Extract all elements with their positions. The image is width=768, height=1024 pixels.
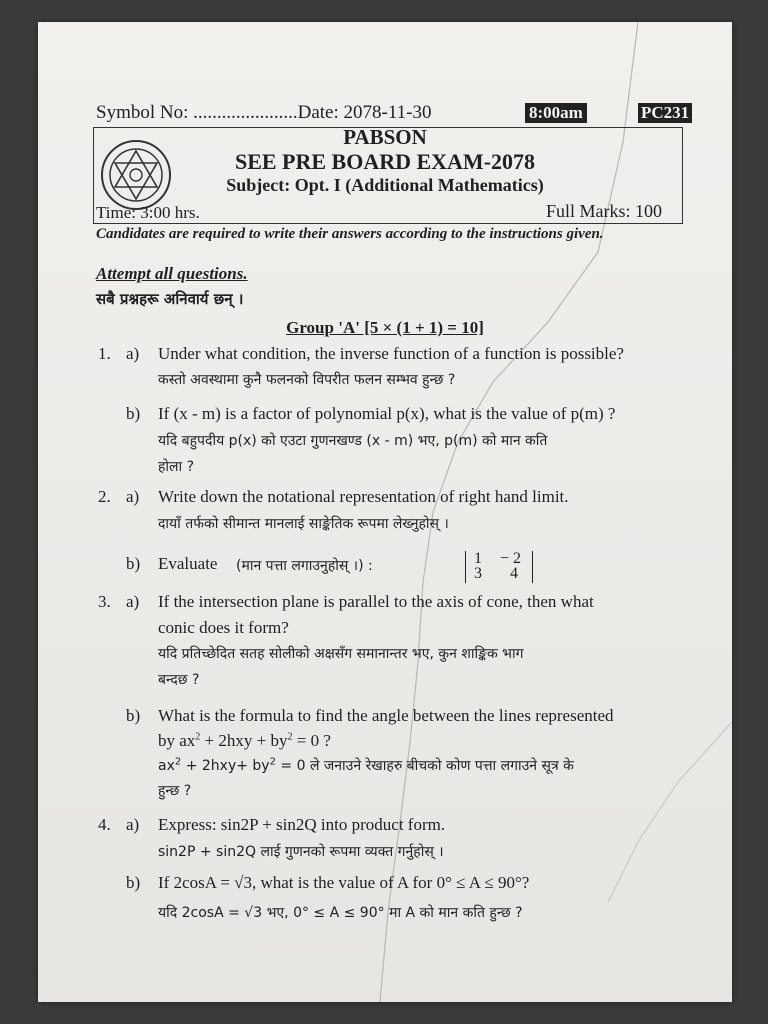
q3a-nepali-line1: यदि प्रतिच्छेदित सतह सोलीको अक्षसँग समानान्तर भए, कुन शाङ्किक भाग	[158, 646, 524, 662]
exam-paper	[38, 22, 732, 1002]
q3b-english-line1: What is the formula to find the angle between the lines represented	[158, 706, 614, 725]
q3b-english-line2	[158, 731, 331, 751]
sub-question-label: a)	[126, 592, 140, 611]
candidates-instruction: Candidates are required to write their answers according to the instructions given.	[96, 226, 604, 242]
q1a-english: Under what condition, the inverse function of a function is possible?	[158, 344, 624, 363]
sub-question-label: b)	[126, 706, 141, 725]
exam-time-badge: 8:00am	[525, 103, 587, 123]
sub-question-label: a)	[126, 487, 140, 506]
sub-question-label: b)	[126, 873, 141, 892]
group-a-heading: Group 'A' [5 × (1 + 1) = 10]	[286, 318, 484, 337]
q3a-english-line2: conic does it form?	[158, 618, 289, 637]
q2b-english: Evaluate	[158, 554, 218, 573]
sub-question-label: b)	[126, 554, 141, 573]
q3a-nepali-line2: बन्दछ ?	[158, 672, 200, 688]
q3b-text-part: = 0 ले जनाउने रेखाहरु बीचको कोण पत्ता लगाउने सूत्र के	[275, 758, 574, 774]
q2b-nepali: (मान पत्ता लगाउनुहोस् ।) :	[236, 558, 373, 574]
question-number: 3.	[98, 592, 111, 611]
q4b-english: If 2cosA = √3, what is the value of A for 0° ≤ A ≤ 90°?	[158, 873, 530, 892]
q3b-text-part: by ax	[158, 731, 196, 750]
superscript: 2	[174, 756, 182, 768]
school-name: PABSON	[343, 125, 427, 149]
det-cell: − 2	[500, 550, 522, 567]
superscript: 2	[287, 731, 293, 743]
det-cell: 4	[510, 565, 518, 582]
time-allowed: Time: 3:00 hrs.	[96, 203, 200, 222]
q3b-text-part: + 2hxy+ by	[181, 758, 270, 774]
superscript: 2	[195, 731, 201, 743]
attempt-all-questions: Attempt all questions.	[96, 264, 248, 283]
determinant-matrix	[465, 551, 533, 583]
question-number: 2.	[98, 487, 111, 506]
det-cell: 1	[474, 550, 482, 567]
full-marks: Full Marks: 100	[545, 201, 662, 221]
symbol-date-line: Symbol No: ......................Date: 2078-11-30	[96, 102, 432, 123]
q2a-english: Write down the notational representation of right hand limit.	[158, 487, 569, 506]
q4b-nepali: यदि 2cosA = √3 भए, 0° ≤ A ≤ 90° मा A को मान कति हुन्छ ?	[158, 905, 523, 921]
det-cell: 3	[474, 565, 482, 582]
q3b-nepali-line1	[158, 756, 574, 775]
q1b-english: If (x - m) is a factor of polynomial p(x), what is the value of p(m) ?	[158, 404, 616, 423]
subject-line: Subject: Opt. I (Additional Mathematics)	[226, 175, 544, 195]
q4a-english: Express: sin2P + sin2Q into product form.	[158, 815, 446, 834]
sub-question-label: a)	[126, 344, 140, 363]
q4a-nepali: sin2P + sin2Q लाई गुणनको रूपमा व्यक्त गर्नुहोस् ।	[158, 844, 444, 860]
sub-question-label: b)	[126, 404, 141, 423]
sub-question-label: a)	[126, 815, 140, 834]
q3b-text-part: = 0 ?	[292, 731, 331, 750]
question-number: 4.	[98, 815, 111, 834]
exam-title: SEE PRE BOARD EXAM-2078	[234, 149, 536, 174]
q3a-english-line1: If the intersection plane is parallel to the axis of cone, then what	[158, 592, 594, 611]
paper-code-badge: PC231	[638, 103, 692, 123]
superscript: 2	[269, 756, 276, 768]
q2a-nepali: दायाँ तर्फको सीमान्त मानलाई साङ्केतिक रूपमा लेख्नुहोस् ।	[158, 516, 449, 532]
q3b-nepali-line2: हुन्छ ?	[158, 783, 192, 799]
attempt-all-questions-nepali: सबै प्रश्नहरू अनिवार्य छन् ।	[96, 290, 244, 308]
q1b-nepali-line1: यदि बहुपदीय p(x) को एउटा गुणनखण्ड (x - m) भए, p(m) को मान कति	[158, 433, 548, 449]
q3b-text-part: ax	[158, 758, 175, 774]
q3b-text-part: + 2hxy + by	[200, 731, 288, 750]
q1a-nepali: कस्तो अवस्थामा कुनै फलनको विपरीत फलन सम्भव हुन्छ ?	[158, 372, 456, 388]
question-number: 1.	[98, 344, 111, 363]
q1b-nepali-line2: होला ?	[158, 459, 195, 475]
